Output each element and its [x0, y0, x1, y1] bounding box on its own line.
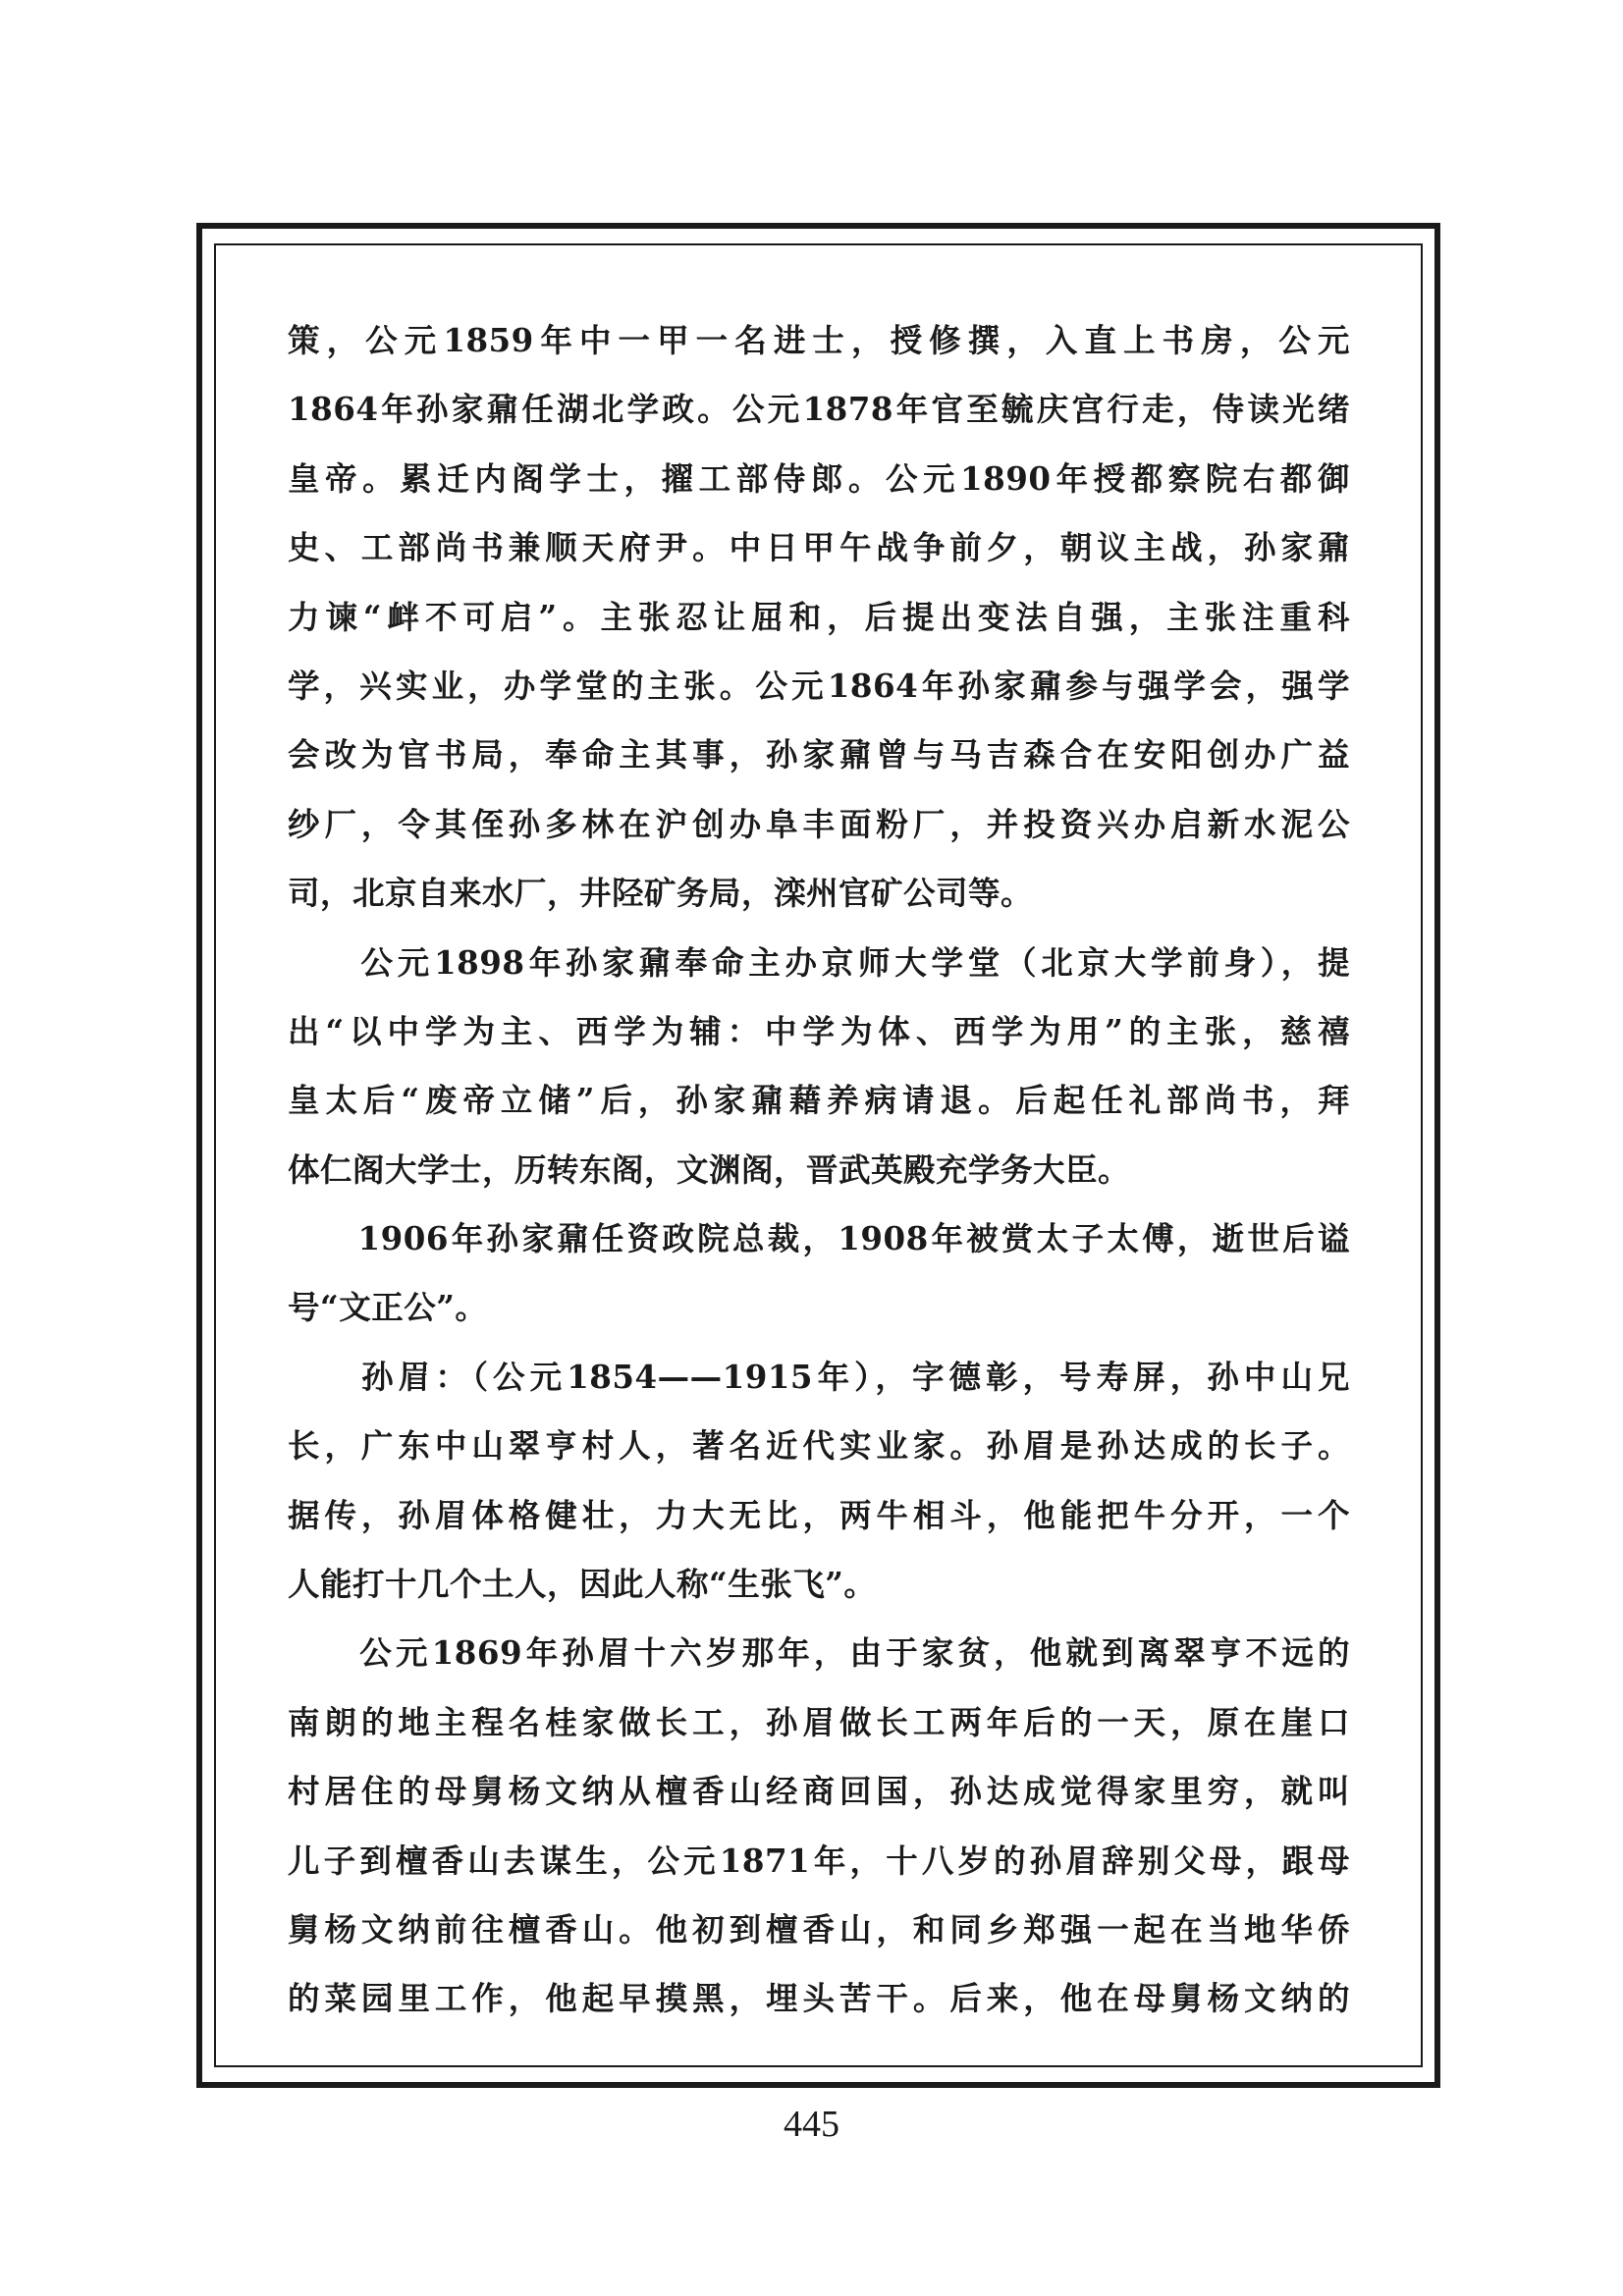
text-line: 南朗的地主程名桂家做长工，孙眉做长工两年后的一天，原在崖口 [288, 1702, 1350, 1741]
text-line: 出“以中学为主、西学为辅：中学为体、西学为用”的主张，慈禧 [288, 1011, 1350, 1050]
text-line: 学，兴实业，办学堂的主张。公元1864年孙家鼐参与强学会，强学 [288, 666, 1350, 705]
text-line: 公元1898年孙家鼐奉命主办京师大学堂（北京大学前身），提 [288, 942, 1350, 982]
text-line: 长，广东中山翠亨村人，著名近代实业家。孙眉是孙达成的长子。 [288, 1426, 1350, 1466]
text-line: 史、工部尚书兼顺天府尹。中日甲午战争前夕，朝议主战，孙家鼐 [288, 528, 1350, 567]
text-line: 体仁阁大学士，历转东阁，文渊阁，晋武英殿充学务大臣。 [288, 1149, 1131, 1189]
text-line: 据传，孙眉体格健壮，力大无比，两牛相斗，他能把牛分开，一个 [288, 1495, 1350, 1534]
text-line: 人能打十几个土人，因此人称“生张飞”。 [288, 1565, 877, 1604]
text-line: 皇太后“废帝立储”后，孙家鼐藉养病请退。后起任礼部尚书，拜 [288, 1081, 1350, 1120]
text-line: 的菜园里工作，他起早摸黑，埋头苦干。后来，他在母舅杨文纳的 [288, 1979, 1350, 2018]
text-line: 孙眉：（公元1854——1915年），字德彰，号寿屏，孙中山兄 [288, 1357, 1350, 1396]
text-line: 公元1869年孙眉十六岁那年，由于家贫，他就到离翠亨不远的 [288, 1633, 1350, 1673]
text-line: 村居住的母舅杨文纳从檀香山经商回国，孙达成觉得家里穷，就叫 [288, 1772, 1350, 1811]
text-line: 1906年孙家鼐任资政院总裁，1908年被赏太子太傅，逝世后谥 [288, 1219, 1350, 1258]
text-line: 纱厂，令其侄孙多林在沪创办阜丰面粉厂，并投资兴办启新水泥公 [288, 804, 1350, 843]
text-line: 司，北京自来水厂，井陉矿务局，滦州官矿公司等。 [288, 874, 1034, 913]
text-line: 力谏“衅不可启”。主张忍让屈和，后提出变法自强，主张注重科 [288, 597, 1350, 636]
text-line: 策，公元1859年中一甲一名进士，授修撰，入直上书房，公元 [288, 321, 1350, 359]
text-line: 儿子到檀香山去谋生，公元1871年，十八岁的孙眉辞别父母，跟母 [288, 1841, 1350, 1880]
text-line: 1864年孙家鼐任湖北学政。公元1878年官至毓庆宫行走，侍读光绪 [288, 390, 1350, 429]
text-line: 舅杨文纳前往檀香山。他初到檀香山，和同乡郑强一起在当地华侨 [288, 1909, 1350, 1949]
text-line: 会改为官书局，奉命主其事，孙家鼐曾与马吉森合在安阳创办广益 [288, 735, 1350, 774]
text-line: 皇帝。累迁内阁学士，擢工部侍郎。公元1890年授都察院右都御 [288, 458, 1350, 498]
text-line: 号“文正公”。 [288, 1288, 488, 1327]
page-number: 445 [784, 2104, 839, 2145]
page-body-text [288, 306, 1350, 2034]
